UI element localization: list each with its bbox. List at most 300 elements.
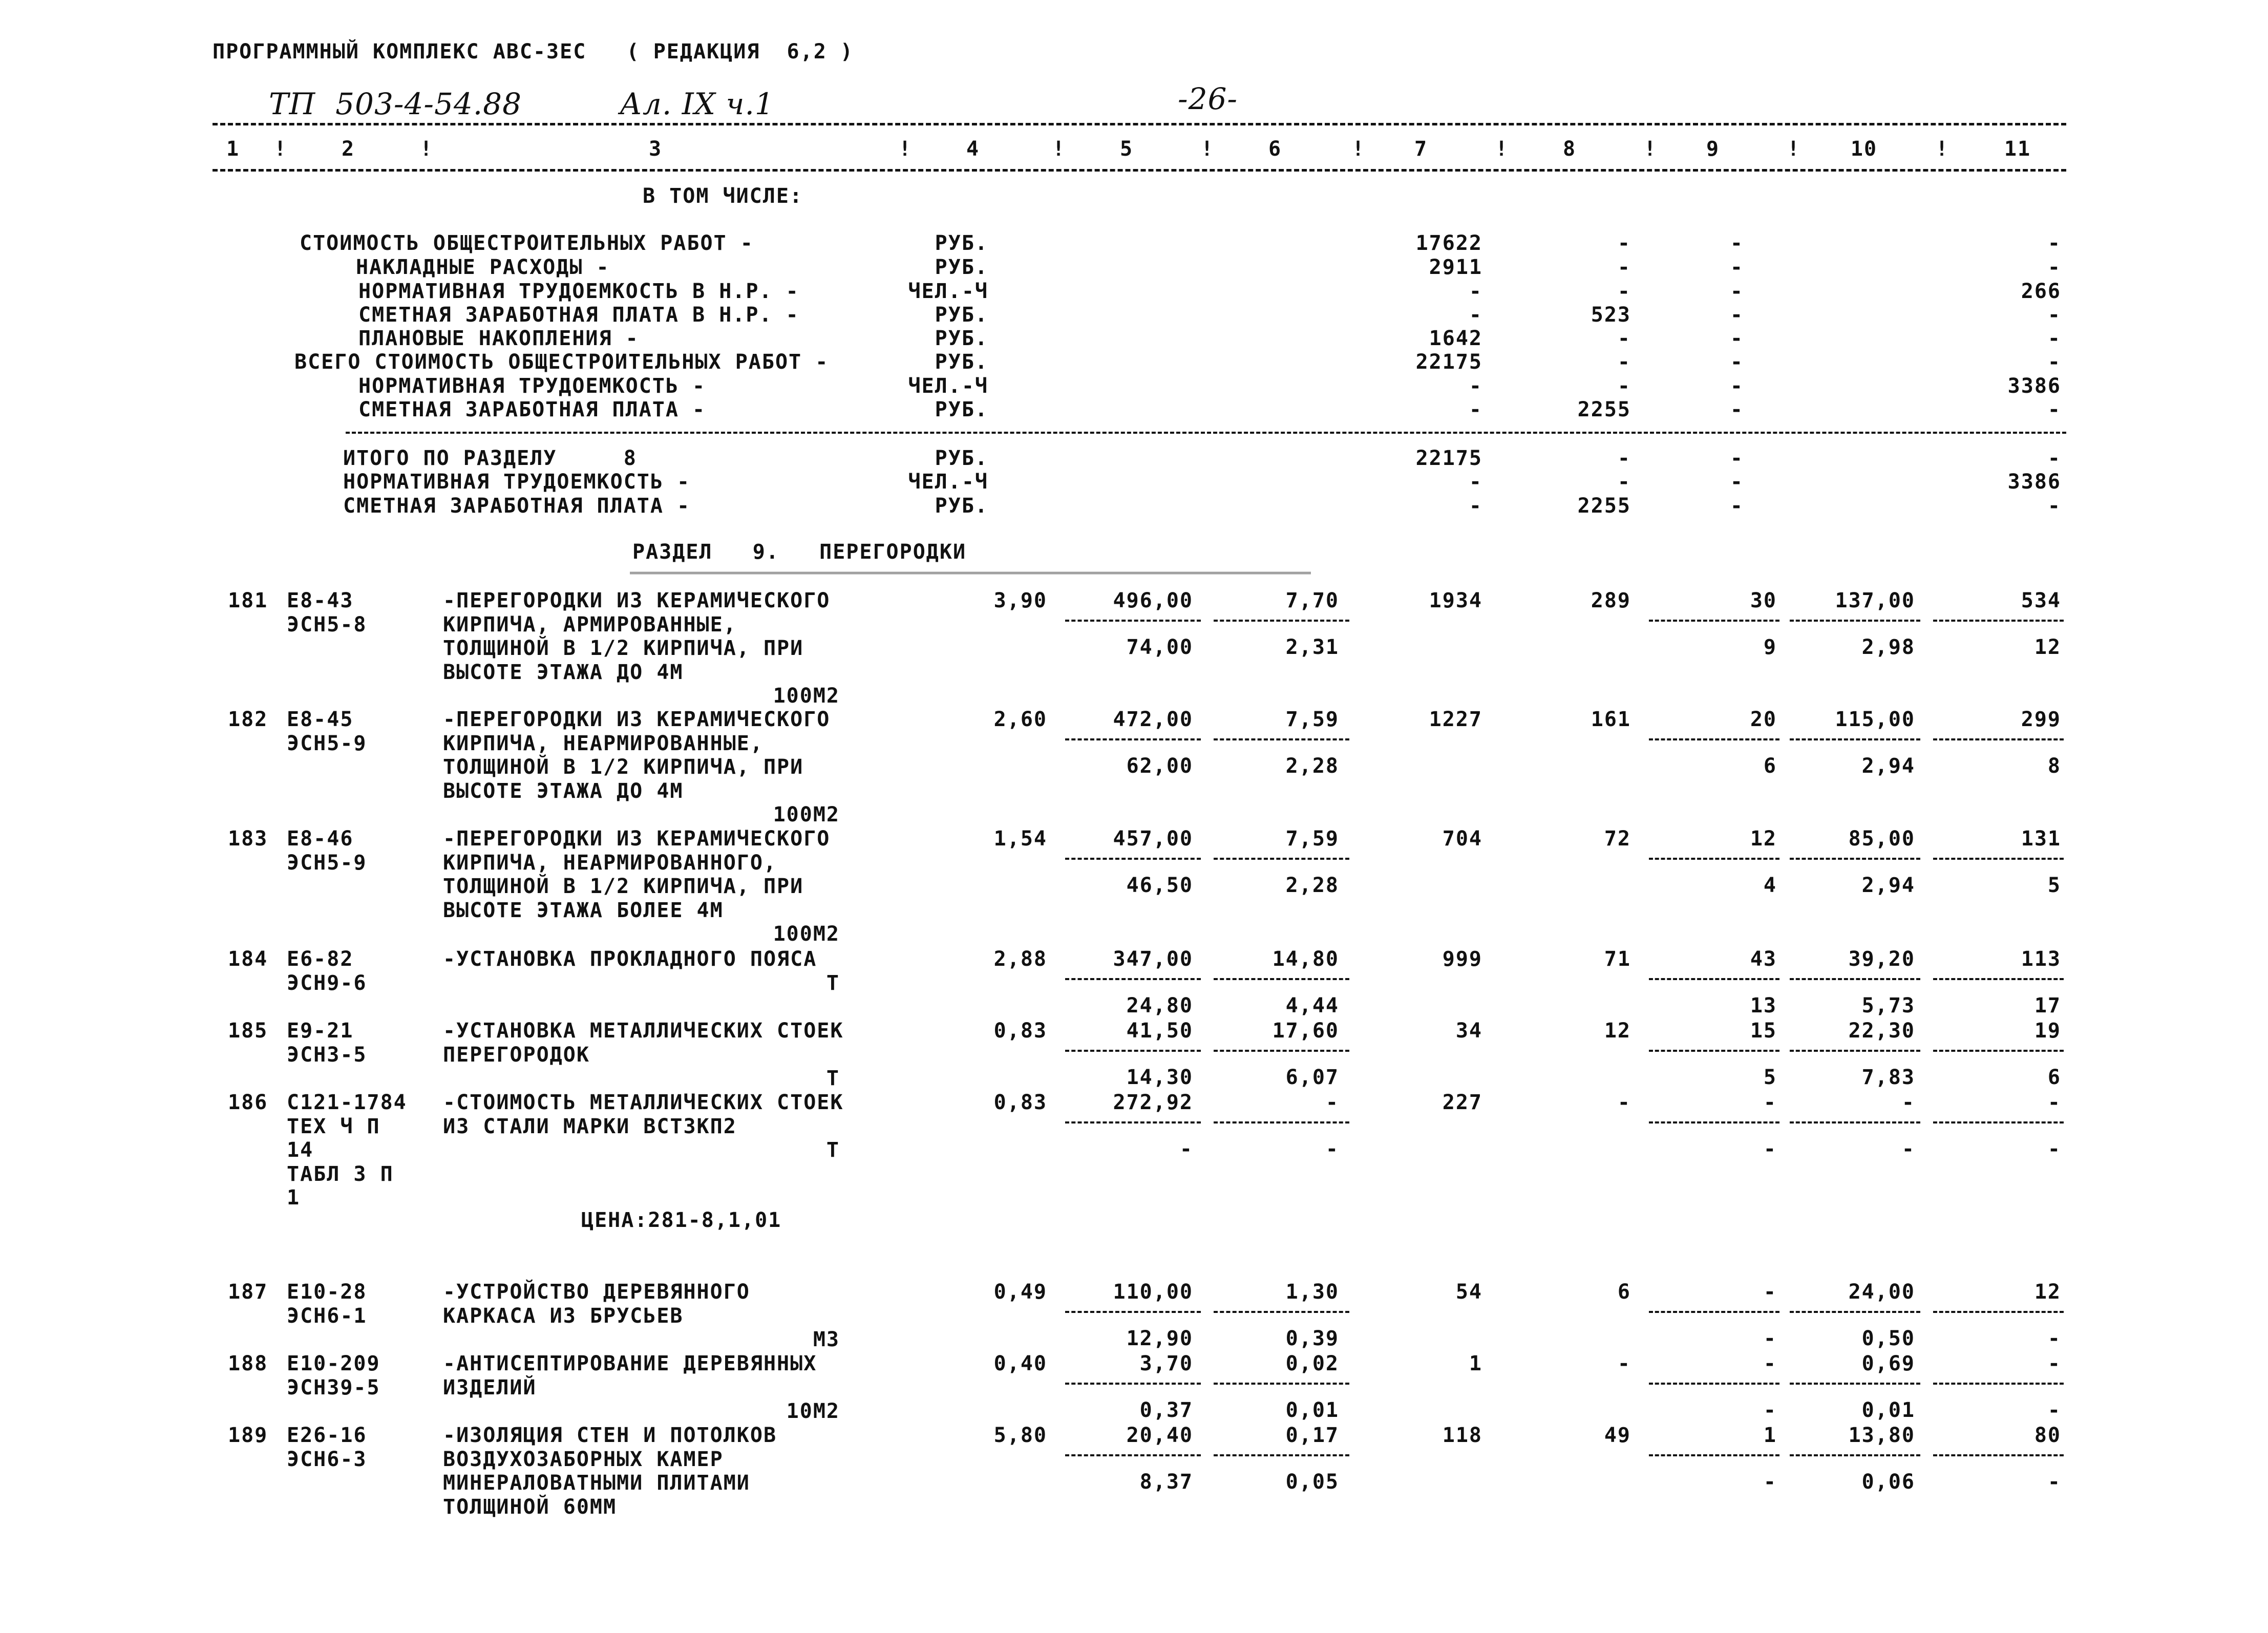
item-col10: - (1901, 1091, 1915, 1114)
summary-col9: - (1730, 231, 1744, 255)
summary-col8: - (1617, 350, 1631, 374)
column-number-7: 7 (1414, 137, 1428, 161)
summary-unit: РУБ. (935, 231, 988, 255)
item-col6: - (1325, 1091, 1339, 1114)
underline-col5 (1065, 1311, 1201, 1313)
top-rule (213, 123, 2066, 125)
total-unit: ЧЕЛ.-Ч (908, 470, 988, 494)
program-title: ПРОГРАММНЫЙ КОМПЛЕКС АВС-3ЕС ( РЕДАКЦИЯ 6,2 ) (213, 40, 854, 63)
summary-unit: ЧЕЛ.-Ч (908, 280, 988, 303)
underline-col9 (1649, 620, 1779, 622)
item-description: ТОЛЩИНОЙ В 1/2 КИРПИЧА, ПРИ (443, 755, 804, 779)
underline-col11 (1933, 1383, 2064, 1385)
summary-col9: - (1730, 303, 1744, 327)
item-code-secondary: ЭСН5-8 (287, 612, 367, 637)
item-col11-labor: - (2047, 1398, 2061, 1422)
item-col10: 24,00 (1848, 1280, 1915, 1304)
column-number-1: 1 (226, 137, 240, 161)
item-col9: - (1763, 1091, 1777, 1114)
underline-col10 (1790, 858, 1920, 860)
item-col9-labor: 13 (1750, 994, 1777, 1017)
item-code: Е6-82 (287, 947, 354, 971)
item-col6: 7,59 (1285, 708, 1339, 731)
item-col11-labor: 12 (2034, 635, 2061, 659)
item-code-secondary: ЭСН5-9 (287, 851, 367, 875)
item-col7: 1934 (1429, 589, 1482, 612)
summary-col8: - (1617, 256, 1631, 279)
item-description: -ПЕРЕГОРОДКИ ИЗ КЕРАМИЧЕСКОГО (443, 827, 831, 851)
underline-col9 (1649, 1383, 1779, 1385)
total-col9: - (1730, 494, 1744, 518)
item-col11-labor: 6 (2047, 1066, 2061, 1089)
underline-col9 (1649, 1454, 1779, 1456)
item-col10-labor: 7,83 (1861, 1066, 1915, 1089)
item-col9: 20 (1750, 708, 1777, 731)
underline-col6 (1214, 620, 1349, 622)
item-col10-labor: 0,06 (1861, 1470, 1915, 1494)
item-unit: Т (826, 971, 840, 995)
item-col10-labor: 0,50 (1861, 1327, 1915, 1350)
underline-col5 (1065, 738, 1201, 740)
column-separator: ! (1201, 137, 1215, 161)
underline-col11 (1933, 858, 2064, 860)
item-code-secondary: ТЕХ Ч П (287, 1114, 380, 1138)
summary-col7: 2911 (1429, 256, 1482, 279)
item-unit: 100М2 (773, 922, 840, 946)
item-col10: 85,00 (1848, 827, 1915, 851)
item-col10: 39,20 (1848, 947, 1915, 971)
total-unit: РУБ. (935, 494, 988, 518)
item-col11: 19 (2034, 1019, 2061, 1043)
total-col9: - (1730, 470, 1744, 494)
summary-col7: 22175 (1415, 350, 1482, 374)
item-quantity: 0,49 (993, 1280, 1047, 1304)
underline-col10 (1790, 1383, 1920, 1385)
item-description: -ПЕРЕГОРОДКИ ИЗ КЕРАМИЧЕСКОГО (443, 708, 831, 731)
item-unit: 100М2 (773, 684, 840, 708)
summary-col7: 1642 (1429, 327, 1482, 350)
item-col11: 12 (2034, 1280, 2061, 1304)
item-col11: 113 (2021, 947, 2061, 971)
item-description: КИРПИЧА, НЕАРМИРОВАННЫЕ, (443, 731, 764, 755)
handwritten-page-number: -26- (1178, 81, 1238, 116)
underline-col10 (1790, 1454, 1920, 1456)
item-col5-labor: - (1179, 1137, 1193, 1161)
item-description: -УСТАНОВКА МЕТАЛЛИЧЕСКИХ СТОЕК (443, 1019, 844, 1043)
column-number-11: 11 (2004, 137, 2031, 161)
underline-col11 (1933, 738, 2064, 740)
item-col8: 12 (1604, 1019, 1631, 1043)
item-description: КИРПИЧА, НЕАРМИРОВАННОГО, (443, 851, 777, 875)
underline-col11 (1933, 978, 2064, 980)
item-number: 182 (228, 708, 268, 731)
summary-label: СМЕТНАЯ ЗАРАБОТНАЯ ПЛАТА - (358, 398, 706, 421)
item-description: МИНЕРАЛОВАТНЫМИ ПЛИТАМИ (443, 1471, 750, 1495)
item-number: 183 (228, 827, 268, 851)
summary-col8: 523 (1591, 303, 1631, 327)
summary-col11: - (2047, 231, 2061, 255)
total-col7: - (1469, 494, 1482, 518)
item-quantity: 0,40 (993, 1352, 1047, 1375)
item-col6: 14,80 (1272, 947, 1339, 971)
underline-col11 (1933, 1311, 2064, 1313)
item-description: -ПЕРЕГОРОДКИ ИЗ КЕРАМИЧЕСКОГО (443, 589, 831, 612)
section-heading-underline (630, 572, 1311, 574)
item-col6: 7,59 (1285, 827, 1339, 851)
item-col6-labor: 2,28 (1285, 754, 1339, 778)
item-col8: 161 (1591, 708, 1631, 731)
summary-col7: - (1469, 398, 1482, 421)
summary-unit: РУБ. (935, 303, 988, 327)
summary-unit: РУБ. (935, 256, 988, 279)
underline-col10 (1790, 978, 1920, 980)
total-label: СМЕТНАЯ ЗАРАБОТНАЯ ПЛАТА - (343, 494, 691, 518)
item-col5-labor: 8,37 (1139, 1470, 1193, 1494)
item-col5-labor: 12,90 (1126, 1327, 1193, 1350)
item-col5: 472,00 (1113, 708, 1193, 731)
item-col6: 0,17 (1285, 1424, 1339, 1447)
item-number: 189 (228, 1424, 268, 1447)
summary-col9: - (1730, 374, 1744, 398)
total-label: ИТОГО ПО РАЗДЕЛУ 8 (343, 447, 637, 470)
underline-col5 (1065, 1454, 1201, 1456)
item-col10-labor: 2,94 (1861, 874, 1915, 897)
total-col9: - (1730, 447, 1744, 470)
item-description: КАРКАСА ИЗ БРУСЬЕВ (443, 1304, 684, 1328)
item-col10-labor: 0,01 (1861, 1398, 1915, 1422)
item-col11-labor: 17 (2034, 994, 2061, 1017)
item-col9: 43 (1750, 947, 1777, 971)
item-col6: 17,60 (1272, 1019, 1339, 1043)
summary-label: НОРМАТИВНАЯ ТРУДОЕМКОСТЬ - (358, 374, 706, 398)
item-code-extra: 1 (287, 1186, 301, 1210)
item-col6-labor: 2,31 (1285, 635, 1339, 659)
item-col9-labor: - (1763, 1137, 1777, 1161)
item-code: Е10-209 (287, 1352, 380, 1375)
item-col10: 22,30 (1848, 1019, 1915, 1043)
item-code-secondary: ЭСН9-6 (287, 971, 367, 995)
item-col5-labor: 46,50 (1126, 874, 1193, 897)
item-col11: 534 (2021, 589, 2061, 612)
item-description: -УСТАНОВКА ПРОКЛАДНОГО ПОЯСА (443, 947, 817, 971)
item-description: ВОЗДУХОЗАБОРНЫХ КАМЕР (443, 1447, 724, 1471)
total-col11: - (2047, 494, 2061, 518)
item-col9-labor: 6 (1763, 754, 1777, 778)
summary-col11: - (2047, 303, 2061, 327)
total-unit: РУБ. (935, 447, 988, 470)
column-separator: ! (420, 137, 434, 161)
item-description: ПЕРЕГОРОДОК (443, 1043, 590, 1067)
underline-col6 (1214, 978, 1349, 980)
item-col8: 72 (1604, 827, 1631, 851)
summary-col9: - (1730, 280, 1744, 303)
underline-col5 (1065, 978, 1201, 980)
including-label: В ТОМ ЧИСЛЕ: (643, 184, 803, 208)
item-col9: 1 (1763, 1424, 1777, 1447)
header-rule (213, 169, 2066, 172)
item-code: Е8-43 (287, 589, 354, 612)
column-separator: ! (899, 137, 913, 161)
summary-col9: - (1730, 350, 1744, 374)
summary-col11: - (2047, 256, 2061, 279)
item-col9: - (1763, 1280, 1777, 1304)
item-col11-labor: - (2047, 1327, 2061, 1350)
summary-label: СТОИМОСТЬ ОБЩЕСТРОИТЕЛЬНЫХ РАБОТ - (300, 231, 754, 255)
item-col8: 49 (1604, 1424, 1631, 1447)
item-description: ИЗ СТАЛИ МАРКИ ВСТ3КП2 (443, 1114, 737, 1138)
summary-unit: РУБ. (935, 350, 988, 374)
handwritten-project-code: ТП 503-4-54.88 (269, 87, 522, 121)
item-col10-labor: - (1901, 1137, 1915, 1161)
underline-col6 (1214, 1311, 1349, 1313)
item-unit: М3 (813, 1328, 840, 1351)
item-col11-labor: 8 (2047, 754, 2061, 778)
item-col10: 115,00 (1835, 708, 1915, 731)
summary-col8: - (1617, 231, 1631, 255)
item-quantity: 0,83 (993, 1091, 1047, 1114)
item-col9: 15 (1750, 1019, 1777, 1043)
summary-col11: - (2047, 350, 2061, 374)
item-col10-labor: 2,94 (1861, 754, 1915, 778)
summary-col7: - (1469, 374, 1482, 398)
underline-col5 (1065, 858, 1201, 860)
column-separator: ! (274, 137, 288, 161)
item-col5-labor: 14,30 (1126, 1066, 1193, 1089)
summary-col7: - (1469, 280, 1482, 303)
item-description: -УСТРОЙСТВО ДЕРЕВЯННОГО (443, 1280, 750, 1304)
summary-unit: ЧЕЛ.-Ч (908, 374, 988, 398)
underline-col6 (1214, 1454, 1349, 1456)
item-number: 184 (228, 947, 268, 971)
item-col5: 20,40 (1126, 1424, 1193, 1447)
item-code: Е8-45 (287, 708, 354, 731)
item-number: 181 (228, 589, 268, 612)
summary-col11: - (2047, 398, 2061, 421)
underline-col5 (1065, 1050, 1201, 1052)
item-col6: 0,02 (1285, 1352, 1339, 1375)
item-col11: - (2047, 1091, 2061, 1114)
item-col8: - (1617, 1091, 1631, 1114)
summary-col9: - (1730, 256, 1744, 279)
item-code-secondary: ЭСН6-3 (287, 1447, 367, 1471)
underline-col9 (1649, 858, 1779, 860)
item-code: Е10-28 (287, 1280, 367, 1304)
underline-col5 (1065, 620, 1201, 622)
summary-unit: РУБ. (935, 398, 988, 421)
item-col9-labor: - (1763, 1327, 1777, 1350)
price-note: ЦЕНА:281-8,1,01 (581, 1208, 782, 1232)
item-description: ВЫСОТЕ ЭТАЖА ДО 4М (443, 779, 684, 803)
section-heading: РАЗДЕЛ 9. ПЕРЕГОРОДКИ (632, 540, 967, 564)
item-col6-labor: 0,01 (1285, 1398, 1339, 1422)
item-description: -СТОИМОСТЬ МЕТАЛЛИЧЕСКИХ СТОЕК (443, 1091, 844, 1114)
item-quantity: 1,54 (993, 827, 1047, 851)
underline-col10 (1790, 1050, 1920, 1052)
column-number-5: 5 (1119, 137, 1134, 161)
item-col7: 34 (1455, 1019, 1482, 1043)
item-col6: 7,70 (1285, 589, 1339, 612)
column-separator: ! (1495, 137, 1509, 161)
item-col6-labor: - (1325, 1137, 1339, 1161)
item-code: Е8-46 (287, 827, 354, 851)
column-number-8: 8 (1562, 137, 1577, 161)
underline-col6 (1214, 1050, 1349, 1052)
item-description: ВЫСОТЕ ЭТАЖА ДО 4М (443, 660, 684, 684)
column-number-2: 2 (341, 137, 355, 161)
item-description: -АНТИСЕПТИРОВАНИЕ ДЕРЕВЯННЫХ (443, 1352, 817, 1375)
item-col5: 41,50 (1126, 1019, 1193, 1043)
item-col11: 131 (2021, 827, 2061, 851)
item-col5: 347,00 (1113, 947, 1193, 971)
column-number-3: 3 (648, 137, 663, 161)
item-description: -ИЗОЛЯЦИЯ СТЕН И ПОТОЛКОВ (443, 1424, 777, 1447)
summary-col11: - (2047, 327, 2061, 350)
item-col11: - (2047, 1352, 2061, 1375)
underline-col9 (1649, 1311, 1779, 1313)
underline-col10 (1790, 620, 1920, 622)
item-code: Е26-16 (287, 1424, 367, 1447)
item-col8: 71 (1604, 947, 1631, 971)
item-col5: 496,00 (1113, 589, 1193, 612)
underline-col5 (1065, 1383, 1201, 1385)
item-col5-labor: 24,80 (1126, 994, 1193, 1017)
item-description: КИРПИЧА, АРМИРОВАННЫЕ, (443, 612, 737, 637)
total-col7: 22175 (1415, 447, 1482, 470)
item-number: 185 (228, 1019, 268, 1043)
total-label: НОРМАТИВНАЯ ТРУДОЕМКОСТЬ - (343, 470, 691, 494)
summary-col7: - (1469, 303, 1482, 327)
column-separator: ! (1644, 137, 1658, 161)
summary-label: ПЛАНОВЫЕ НАКОПЛЕНИЯ - (358, 327, 639, 350)
item-col9: - (1763, 1352, 1777, 1375)
underline-col9 (1649, 978, 1779, 980)
summary-col8: - (1617, 374, 1631, 398)
item-description: ИЗДЕЛИЙ (443, 1375, 537, 1399)
item-col10-labor: 5,73 (1861, 994, 1915, 1017)
summary-col11: 3386 (2007, 374, 2061, 398)
item-col5: 457,00 (1113, 827, 1193, 851)
item-col6-labor: 4,44 (1285, 994, 1339, 1017)
item-col7: 54 (1455, 1280, 1482, 1304)
column-number-6: 6 (1268, 137, 1282, 161)
item-unit: 100М2 (773, 803, 840, 826)
summary-label: НАКЛАДНЫЕ РАСХОДЫ - (356, 256, 610, 279)
item-col7: 1 (1469, 1352, 1482, 1375)
item-number: 186 (228, 1091, 268, 1114)
item-quantity: 2,60 (993, 708, 1047, 731)
column-separator: ! (1352, 137, 1366, 161)
item-col6: 1,30 (1285, 1280, 1339, 1304)
summary-label: НОРМАТИВНАЯ ТРУДОЕМКОСТЬ В Н.Р. - (358, 280, 799, 303)
item-col9-labor: - (1763, 1398, 1777, 1422)
summary-label: СМЕТНАЯ ЗАРАБОТНАЯ ПЛАТА В Н.Р. - (358, 303, 799, 327)
item-col6-labor: 2,28 (1285, 874, 1339, 897)
column-number-4: 4 (966, 137, 980, 161)
summary-col8: - (1617, 327, 1631, 350)
item-quantity: 0,83 (993, 1019, 1047, 1043)
item-code-secondary: ЭСН39-5 (287, 1375, 380, 1399)
summary-col8: 2255 (1577, 398, 1631, 421)
total-col7: - (1469, 470, 1482, 494)
item-col11: 299 (2021, 708, 2061, 731)
item-code-secondary: ЭСН3-5 (287, 1043, 367, 1067)
underline-col5 (1065, 1121, 1201, 1123)
item-col9: 30 (1750, 589, 1777, 612)
subtotal-rule (346, 432, 2066, 434)
underline-col11 (1933, 620, 2064, 622)
item-col7: 227 (1442, 1091, 1482, 1114)
summary-unit: РУБ. (935, 327, 988, 350)
item-col9: 12 (1750, 827, 1777, 851)
column-separator: ! (1052, 137, 1066, 161)
item-col11: 80 (2034, 1424, 2061, 1447)
underline-col6 (1214, 1383, 1349, 1385)
item-description: ТОЛЩИНОЙ 60ММ (443, 1495, 617, 1519)
underline-col9 (1649, 1050, 1779, 1052)
column-number-9: 9 (1706, 137, 1720, 161)
item-col9-labor: - (1763, 1470, 1777, 1494)
item-code-extra: 14 (287, 1138, 314, 1162)
item-code: Е9-21 (287, 1019, 354, 1043)
item-col6-labor: 0,05 (1285, 1470, 1339, 1494)
underline-col9 (1649, 738, 1779, 740)
item-unit: Т (826, 1138, 840, 1162)
underline-col6 (1214, 738, 1349, 740)
total-col8: - (1617, 470, 1631, 494)
item-number: 188 (228, 1352, 268, 1375)
underline-col9 (1649, 1121, 1779, 1123)
underline-col11 (1933, 1050, 2064, 1052)
item-col8: - (1617, 1352, 1631, 1375)
underline-col11 (1933, 1454, 2064, 1456)
underline-col11 (1933, 1121, 2064, 1123)
item-unit: 10М2 (786, 1399, 840, 1423)
total-col8: 2255 (1577, 494, 1631, 518)
total-col11: - (2047, 447, 2061, 470)
item-col7: 118 (1442, 1424, 1482, 1447)
item-col11-labor: - (2047, 1137, 2061, 1161)
item-col10-labor: 2,98 (1861, 635, 1915, 659)
item-col7: 1227 (1429, 708, 1482, 731)
summary-col9: - (1730, 327, 1744, 350)
item-number: 187 (228, 1280, 268, 1304)
underline-col6 (1214, 858, 1349, 860)
item-code-secondary: ЭСН5-9 (287, 731, 367, 755)
item-col6-labor: 6,07 (1285, 1066, 1339, 1089)
underline-col10 (1790, 1311, 1920, 1313)
item-code-secondary: ЭСН6-1 (287, 1304, 367, 1328)
underline-col6 (1214, 1121, 1349, 1123)
item-code: С121-1784 (287, 1091, 407, 1114)
item-col5: 110,00 (1113, 1280, 1193, 1304)
item-description: ВЫСОТЕ ЭТАЖА БОЛЕЕ 4М (443, 898, 724, 922)
item-col7: 999 (1442, 947, 1482, 971)
item-col11-labor: - (2047, 1470, 2061, 1494)
item-col9-labor: 5 (1763, 1066, 1777, 1089)
summary-col11: 266 (2021, 280, 2061, 303)
underline-col10 (1790, 738, 1920, 740)
item-quantity: 5,80 (993, 1424, 1047, 1447)
item-col10: 13,80 (1848, 1424, 1915, 1447)
item-code-extra: ТАБЛ 3 П (287, 1162, 394, 1186)
item-col5: 3,70 (1139, 1352, 1193, 1375)
item-col11-labor: 5 (2047, 874, 2061, 897)
item-col9-labor: 4 (1763, 874, 1777, 897)
summary-col8: - (1617, 280, 1631, 303)
item-col9-labor: 9 (1763, 635, 1777, 659)
total-col8: - (1617, 447, 1631, 470)
item-col8: 6 (1617, 1280, 1631, 1304)
